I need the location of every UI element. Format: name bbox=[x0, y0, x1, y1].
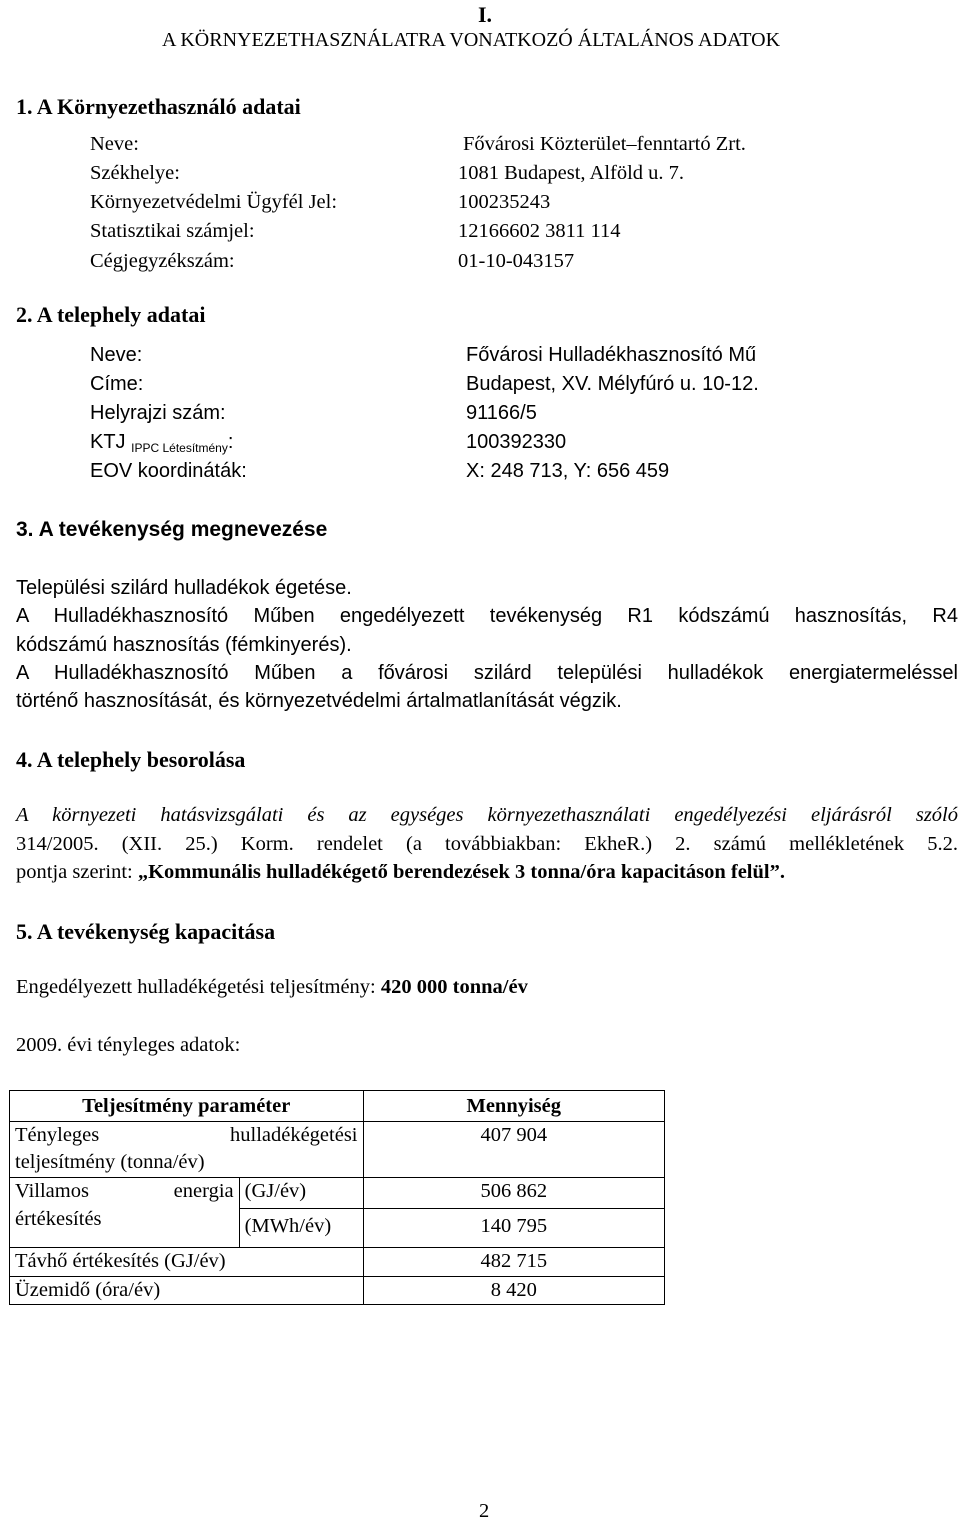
r2-line-b: értékesítés bbox=[15, 1207, 102, 1230]
section-5-heading: 5. A tevékenység kapacitása bbox=[16, 919, 276, 944]
ktj-label-text: KTJ bbox=[90, 431, 126, 453]
s2-label-ktj bbox=[90, 431, 233, 456]
row-actual-incineration bbox=[10, 1121, 364, 1177]
s5-permitted-value: 420 000 tonna/év bbox=[380, 976, 528, 998]
r1-line-b: teljesítmény (tonna/év) bbox=[15, 1151, 205, 1174]
s4-line-1: A környezeti hatásvizsgálati és az egységes környezethasználati engedélyezési eljárásról szóló bbox=[16, 804, 958, 826]
s1-label-name: Neve: bbox=[90, 133, 139, 155]
r1-value: 407 904 bbox=[363, 1121, 665, 1177]
s1-value-stat: 12166602 3811 114 bbox=[458, 220, 621, 242]
s4-line-2: 314/2005. (XII. 25.) Korm. rendelet (a továbbiakban: EkheR.) 2. számú mellékletének 5.2. bbox=[16, 833, 958, 855]
s2-value-parcel: 91166/5 bbox=[466, 402, 537, 424]
s2-label-eov: EOV koordináták: bbox=[90, 460, 247, 482]
s3-line-3: kódszámú hasznosítás (fémkinyerés). bbox=[16, 634, 352, 656]
section-2-heading: 2. A telephely adatai bbox=[16, 302, 206, 327]
s3-line-4: A Hulladékhasznosító Műben a fővárosi szilárd települési hulladékok energiatermeléssel bbox=[16, 662, 958, 684]
table-header-row bbox=[10, 1091, 665, 1122]
r2-value-gj: 506 862 bbox=[363, 1178, 665, 1209]
table-row bbox=[10, 1178, 665, 1209]
section-4-heading: 4. A telephely besorolása bbox=[16, 747, 246, 772]
table-row bbox=[10, 1276, 665, 1305]
r2-line-a: Villamos energia bbox=[15, 1180, 234, 1203]
s1-label-seat: Székhelye: bbox=[90, 162, 180, 184]
s2-label-parcel: Helyrajzi szám: bbox=[90, 402, 226, 424]
header-param: Teljesítmény paraméter bbox=[10, 1091, 364, 1122]
s1-label-company-reg: Cégjegyzékszám: bbox=[90, 250, 235, 272]
s3-line-1: Települési szilárd hulladékok égetése. bbox=[16, 577, 352, 599]
s4-line-3-prefix: pontja szerint: bbox=[16, 861, 138, 883]
section-3-heading: 3. A tevékenység megnevezése bbox=[16, 518, 328, 541]
r2-value-mwh: 140 795 bbox=[363, 1209, 665, 1248]
r2-unit-gj: (GJ/év) bbox=[239, 1178, 363, 1209]
header-qty: Mennyiség bbox=[363, 1091, 665, 1122]
s1-value-env-id: 100235243 bbox=[458, 191, 551, 213]
s1-label-env-id: Környezetvédelmi Ügyfél Jel: bbox=[90, 191, 338, 213]
s5-actual-label: 2009. évi tényleges adatok: bbox=[16, 1034, 241, 1056]
s2-label-name: Neve: bbox=[90, 344, 143, 366]
ktj-subscript: IPPC Létesítmény bbox=[131, 441, 228, 455]
s4-category-bold: „Kommunális hulladékégető berendezések 3 tonna/óra kapacitáson felül”. bbox=[137, 861, 785, 883]
s1-value-seat: 1081 Budapest, Alföld u. 7. bbox=[458, 162, 685, 184]
s2-value-ktj: 100392330 bbox=[466, 431, 567, 453]
s2-label-address: Címe: bbox=[90, 373, 144, 395]
section-1-heading: 1. A Környezethasználó adatai bbox=[16, 94, 301, 119]
row-operating-hours: Üzemidő (óra/év) bbox=[10, 1276, 364, 1305]
row-district-heat: Távhő értékesítés (GJ/év) bbox=[10, 1248, 364, 1277]
s2-value-address: Budapest, XV. Mélyfúró u. 10-12. bbox=[466, 373, 759, 395]
s3-line-2: A Hulladékhasznosító Műben engedélyezett tevékenység R1 kódszámú hasznosítás, R4 bbox=[16, 605, 958, 627]
s3-line-5: történő hasznosítását, és környezetvédelmi ártalmatlanítását végzik. bbox=[16, 690, 622, 712]
s4-line-3 bbox=[16, 861, 785, 885]
page-title: A KÖRNYEZETHASZNÁLATRA VONATKOZÓ ÁLTALÁNOS ADATOK bbox=[162, 29, 781, 51]
s2-value-name: Fővárosi Hulladékhasznosító Mű bbox=[466, 344, 757, 366]
ktj-colon: : bbox=[227, 431, 234, 453]
r2-unit-mwh: (MWh/év) bbox=[239, 1209, 363, 1248]
r3-value: 482 715 bbox=[363, 1248, 665, 1277]
table-row bbox=[10, 1121, 665, 1177]
s1-value-company-reg: 01-10-043157 bbox=[458, 250, 575, 272]
section-roman-numeral: I. bbox=[478, 2, 493, 27]
capacity-table bbox=[9, 1090, 665, 1305]
page-number: 2 bbox=[479, 1500, 490, 1522]
r4-value: 8 420 bbox=[363, 1276, 665, 1305]
s1-value-name: Fővárosi Közterület–fenntartó Zrt. bbox=[463, 133, 746, 155]
s2-value-eov: X: 248 713, Y: 656 459 bbox=[466, 460, 670, 482]
row-electricity-label bbox=[10, 1178, 240, 1248]
s5-permitted-prefix: Engedélyezett hulladékégetési teljesítmény: bbox=[16, 976, 381, 998]
s1-label-stat: Statisztikai számjel: bbox=[90, 220, 255, 242]
s5-permitted-capacity bbox=[16, 976, 528, 1000]
table-row bbox=[10, 1248, 665, 1277]
r1-line-a: Tényleges hulladékégetési bbox=[15, 1123, 358, 1146]
